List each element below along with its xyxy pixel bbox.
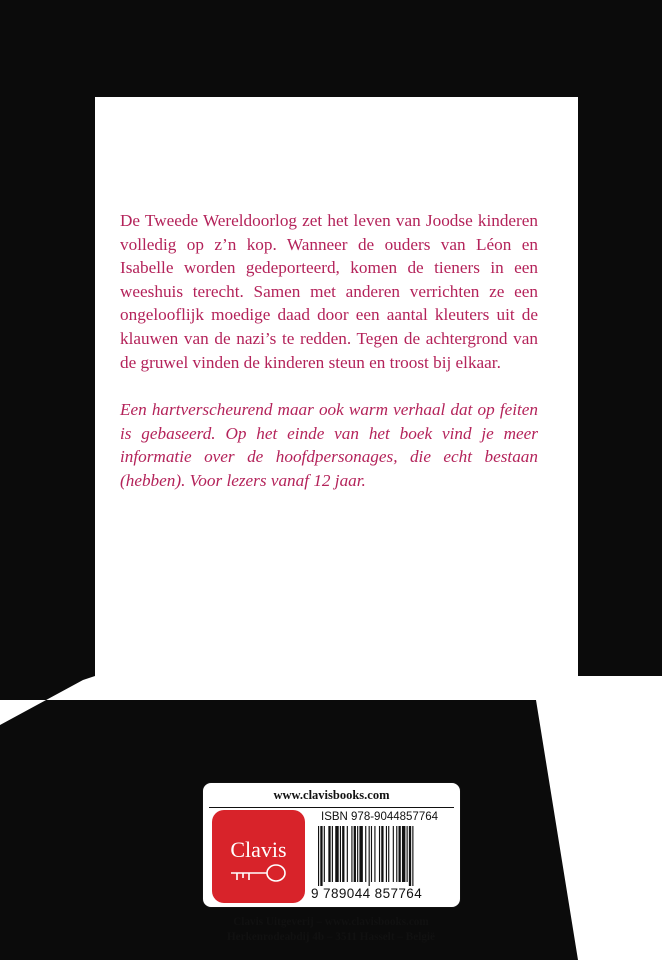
- logo-text: Clavis: [230, 837, 287, 862]
- divider: [209, 807, 454, 808]
- barcode-box: [202, 782, 461, 908]
- barcode-bar: [365, 826, 366, 882]
- barcode-bar: [335, 826, 338, 882]
- barcode-bar: [386, 826, 387, 882]
- barcode-bar: [374, 826, 375, 882]
- barcode-bar: [340, 826, 341, 882]
- barcode-bar: [412, 826, 413, 886]
- barcode-bar: [357, 826, 358, 882]
- barcode-bar: [320, 826, 322, 886]
- isbn-label: ISBN 978-9044857764: [321, 811, 439, 823]
- barcode-bar: [351, 826, 352, 882]
- barcode-bar: [342, 826, 344, 882]
- barcode-bar: [359, 826, 362, 882]
- barcode-bar: [381, 826, 383, 882]
- barcode-bar: [328, 826, 330, 882]
- barcode: [316, 826, 454, 886]
- imprint-line-1: Clavis Uitgeverij – www.clavisbooks.com: [233, 916, 429, 928]
- barcode-bar: [388, 826, 389, 882]
- barcode-bar: [324, 826, 325, 882]
- barcode-bar: [354, 826, 356, 882]
- barcode-bar: [399, 826, 401, 882]
- publisher-imprint: [150, 915, 512, 945]
- blurb-paragraph: De Tweede Wereldoorlog zet het leven van Joodse kinderen volledig op z’n kop. Wanneer de ouders van Léon en Isabelle worden gedeporteerd, komen de tieners in een weeshuis terecht. Samen met anderen verrichten ze een ongelooflijk moedige daad door een aantal kleuters uit de klauwen van de nazi’s te redden. Tegen de achtergrond van de gruwel vinden de kinderen steun en troost bij elkaar.: [120, 211, 538, 372]
- barcode-bar: [379, 826, 380, 882]
- barcode-bar: [402, 826, 405, 882]
- barcode-bar: [371, 826, 372, 882]
- clavis-logo: [212, 810, 305, 903]
- publisher-website: www.clavisbooks.com: [273, 788, 390, 802]
- barcode-bar: [396, 826, 397, 882]
- barcode-number: 9 789044 857764: [311, 886, 423, 901]
- barcode-bar: [393, 826, 394, 882]
- barcode-bar: [407, 826, 408, 882]
- key-icon: [229, 864, 289, 888]
- blurb-italic-paragraph: Een hartverscheurend maar ook warm verhaal dat op feiten is gebaseerd. Op het einde van het boek vind je meer informatie over de hoofdpersonages, die echt bestaan (hebben). Voor lezers vanaf 12 jaar.: [120, 400, 538, 490]
- barcode-bar: [409, 826, 411, 886]
- back-cover-blurb: [120, 209, 538, 493]
- barcode-bar: [369, 826, 370, 886]
- barcode-bar: [318, 826, 319, 886]
- barcode-bar: [332, 826, 333, 882]
- imprint-line-2: Herkenrodeabdij 4b – 3511 Hasselt – België: [226, 931, 435, 943]
- barcode-bar: [347, 826, 348, 882]
